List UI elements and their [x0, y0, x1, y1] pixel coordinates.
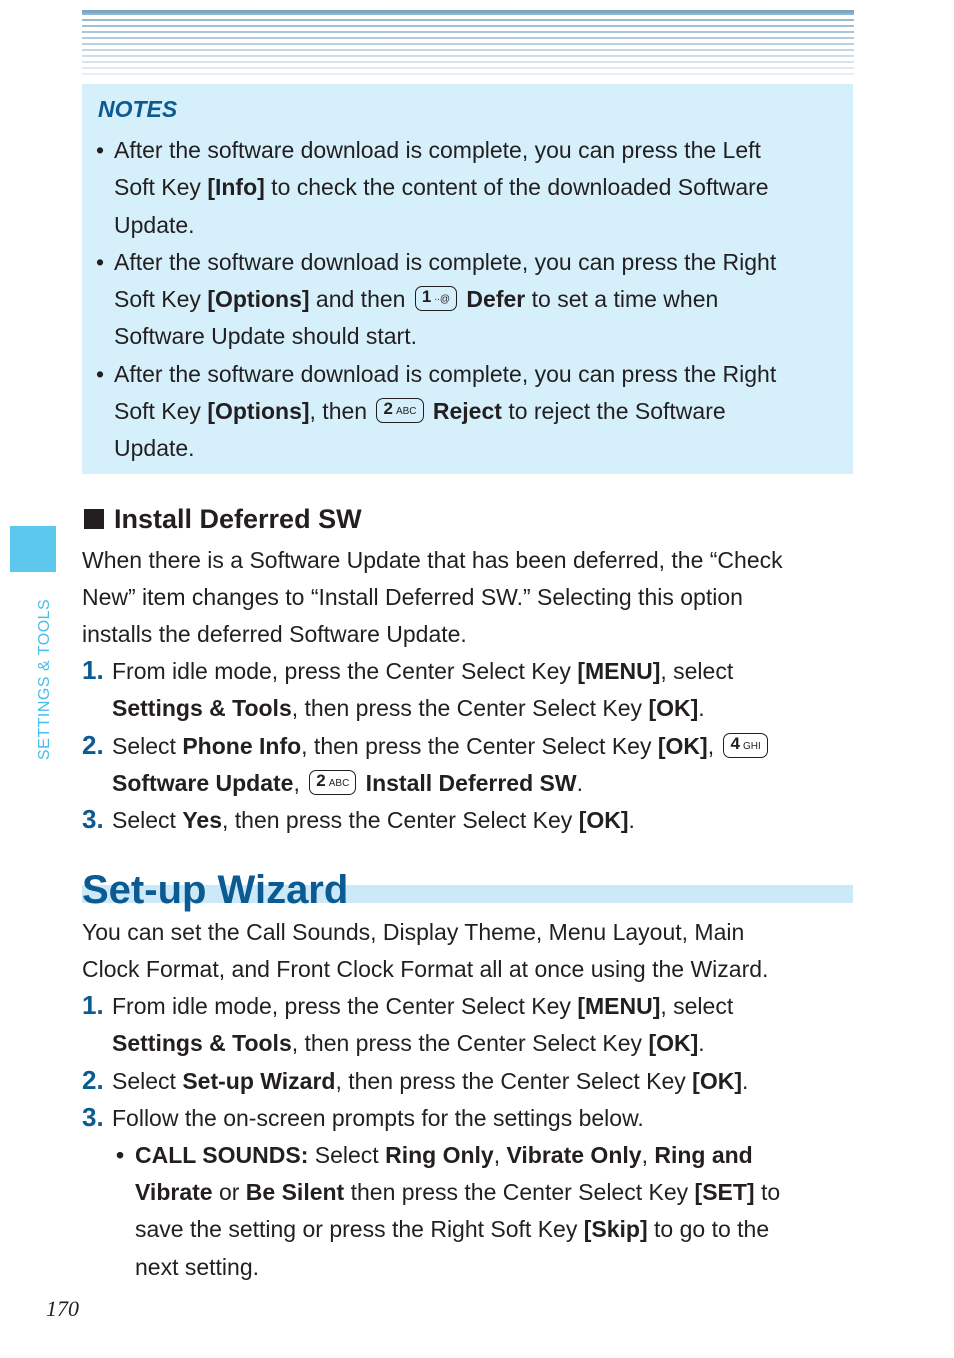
- install-intro-2: New” item changes to “Install Deferred SW.” Selecting this option: [82, 584, 743, 610]
- note-3-line-1: After the software download is complete, you can press the Right: [114, 361, 777, 387]
- wizard-step-1-line-2: Settings & Tools, then press the Center Select Key [OK].: [112, 1030, 705, 1056]
- bullet: •: [96, 249, 105, 275]
- wizard-step-3: Follow the on-screen prompts for the settings below.: [112, 1105, 644, 1131]
- install-intro-1: When there is a Software Update that has been deferred, the “Check: [82, 547, 783, 573]
- call-sounds-line-2: Vibrate or Be Silent then press the Center Select Key [SET] to: [135, 1179, 781, 1205]
- step-number: 2.: [82, 730, 104, 760]
- square-bullet-icon: [84, 509, 104, 529]
- setup-wizard-heading: Set-up Wizard: [82, 868, 349, 912]
- install-step-3: Select Yes, then press the Center Select Key [OK].: [112, 807, 635, 833]
- note-3-line-2: Soft Key [Options], then 2 ABC Reject to reject the Software: [114, 398, 726, 424]
- note-1-line-3: Update.: [114, 212, 195, 238]
- header-decoration: [82, 10, 854, 79]
- key-2-icon: 2 ABC: [376, 398, 423, 423]
- section-tab: [10, 526, 56, 572]
- install-deferred-heading: Install Deferred SW: [84, 504, 362, 535]
- section-label: SETTINGS & TOOLS: [36, 598, 53, 760]
- note-1-line-1: After the software download is complete, you can press the Left: [114, 137, 761, 163]
- notes-title: NOTES: [98, 96, 178, 122]
- note-2-line-3: Software Update should start.: [114, 323, 417, 349]
- install-step-1-line-2: Settings & Tools, then press the Center Select Key [OK].: [112, 695, 705, 721]
- step-number: 3.: [82, 804, 104, 834]
- call-sounds-line-4: next setting.: [135, 1254, 260, 1280]
- install-step-1-line-1: From idle mode, press the Center Select Key [MENU], select: [112, 658, 734, 684]
- key-2-icon: 2 ABC: [309, 770, 356, 795]
- key-1-icon: 1 ∙∙@: [415, 286, 457, 311]
- step-number: 1.: [82, 990, 104, 1020]
- note-3-line-3: Update.: [114, 435, 195, 461]
- install-step-2-line-2: Software Update, 2 ABC Install Deferred SW.: [112, 770, 583, 796]
- install-intro-3: installs the deferred Software Update.: [82, 621, 467, 647]
- wizard-step-2: Select Set-up Wizard, then press the Center Select Key [OK].: [112, 1068, 749, 1094]
- step-number: 1.: [82, 655, 104, 685]
- wizard-step-1-line-1: From idle mode, press the Center Select Key [MENU], select: [112, 993, 734, 1019]
- key-4-icon: 4 GHI: [723, 733, 767, 758]
- note-2-line-1: After the software download is complete, you can press the Right: [114, 249, 777, 275]
- note-2-line-2: Soft Key [Options] and then 1 ∙∙@ Defer to set a time when: [114, 286, 719, 312]
- call-sounds-line-1: CALL SOUNDS: Select Ring Only, Vibrate Only, Ring and: [135, 1142, 753, 1168]
- step-number: 3.: [82, 1102, 104, 1132]
- call-sounds-line-3: save the setting or press the Right Soft Key [Skip] to go to the: [135, 1216, 770, 1242]
- wizard-intro-1: You can set the Call Sounds, Display Theme, Menu Layout, Main: [82, 919, 745, 945]
- step-number: 2.: [82, 1065, 104, 1095]
- page-number: 170: [46, 1296, 79, 1321]
- install-step-2-line-1: Select Phone Info, then press the Center Select Key [OK], 4 GHI: [112, 731, 771, 761]
- note-1-line-2: Soft Key [Info] to check the content of the downloaded Software: [114, 174, 769, 200]
- bullet: •: [116, 1142, 125, 1168]
- bullet: •: [96, 137, 105, 163]
- bullet: •: [96, 361, 105, 387]
- wizard-intro-2: Clock Format, and Front Clock Format all at once using the Wizard.: [82, 956, 769, 982]
